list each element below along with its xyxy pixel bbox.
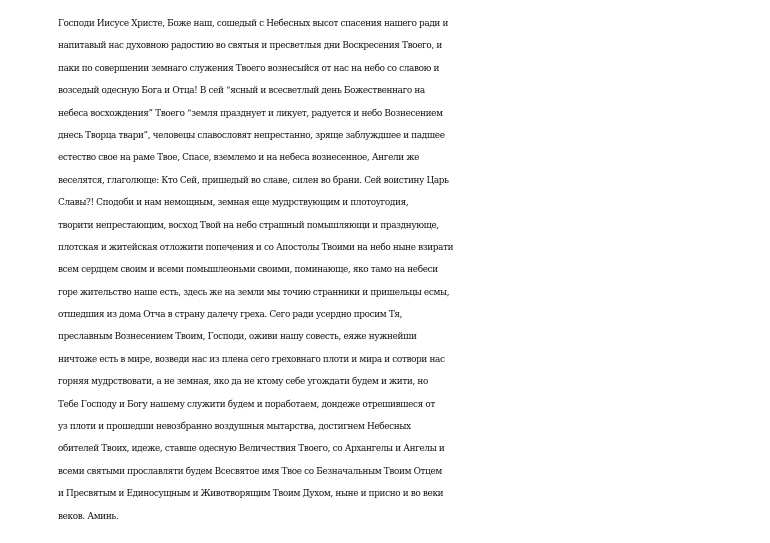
text-line-12: всем сердцем своим и всеми помышлеоньми своими, поминающе, яко тамо на небеси bbox=[58, 265, 438, 276]
text-line-22: и Пресвятым и Единосущным и Животворящим Твоим Духом, ныне и присно и во веки bbox=[58, 489, 444, 500]
text-line-16: ничтоже есть в мире, возведи нас из плена сего греховнаго плоти и мира и сотвори нас bbox=[58, 354, 445, 365]
text-line-7: естество свое на раме Твое, Спасе, вземлемо и на небеса вознесенное, Ангели же bbox=[58, 153, 420, 164]
prayer-text bbox=[58, 13, 770, 528]
text-line-15: преславным Вознесением Твоим, Господи, оживи нашу совесть, еяже нужнейши bbox=[58, 332, 417, 343]
text-line-17: горняя мудрствовати, а не земная, яко да не ктому себе угождати будем и жити, но bbox=[58, 377, 428, 388]
text-line-13: горе жительство наше есть, здесь же на земли мы точию странники и пришельцы есмы, bbox=[58, 287, 450, 298]
text-line-5: небеса восхождения” Твоего “земля празднует и ликует, радуется и небо Вознесением bbox=[58, 108, 443, 119]
text-line-8: веселятся, глаголюще: Кто Сей, пришедый во славе, силен во брани. Сей воистину Царь bbox=[58, 175, 449, 186]
text-line-10: творити непрестающим, восход Твой на небо страшный помышляющи и празднующе, bbox=[58, 220, 439, 231]
text-line-3: паки по совершении земнаго служения Твоего вознесыйся от нас на небо со славою и bbox=[58, 63, 440, 74]
text-line-11: плотская и житейская отложити попечения и со Апостолы Твоими на небо ныне взирати bbox=[58, 242, 454, 253]
text-line-23: веков. Аминь. bbox=[58, 511, 119, 522]
text-line-14: отшедшия из дома Отча в страну далечу греха. Сего ради усердно просим Тя, bbox=[58, 310, 403, 321]
text-line-1: Господи Иисусе Христе, Боже наш, сошедый с Небесных высот спасения нашего ради и bbox=[58, 19, 449, 29]
text-line-9: Славы?! Сподоби и нам немощным, земная еще мудрствующим и плотоугодия, bbox=[58, 198, 409, 209]
text-line-4: возседый одесную Бога и Отца! В сей “ясный и всесветлый день Божественнаго на bbox=[58, 86, 425, 97]
text-line-20: обителей Твоих, идеже, ставше одесную Величествия Твоего, со Архангелы и Ангелы и bbox=[58, 444, 445, 455]
text-line-21: всеми святыми прославляти будем Всесвятое имя Твое со Безначальным Твоим Отцем bbox=[58, 466, 442, 477]
text-line-19: уз плоти и прошедши невозбранно воздушныя мытарства, достигнем Небесных bbox=[58, 422, 411, 433]
text-line-6: днесь Творца твари”, человецы славословят непрестанно, зряще заблуждшее и падшее bbox=[58, 130, 445, 141]
text-line-18: Тебе Господу и Богу нашему служити будем и поработаем, дондеже отрешившеся от bbox=[58, 399, 435, 410]
text-line-2: напитавый нас духовною радостию во святыя и пресветлыя дни Воскресения Твоего, и bbox=[58, 41, 442, 52]
